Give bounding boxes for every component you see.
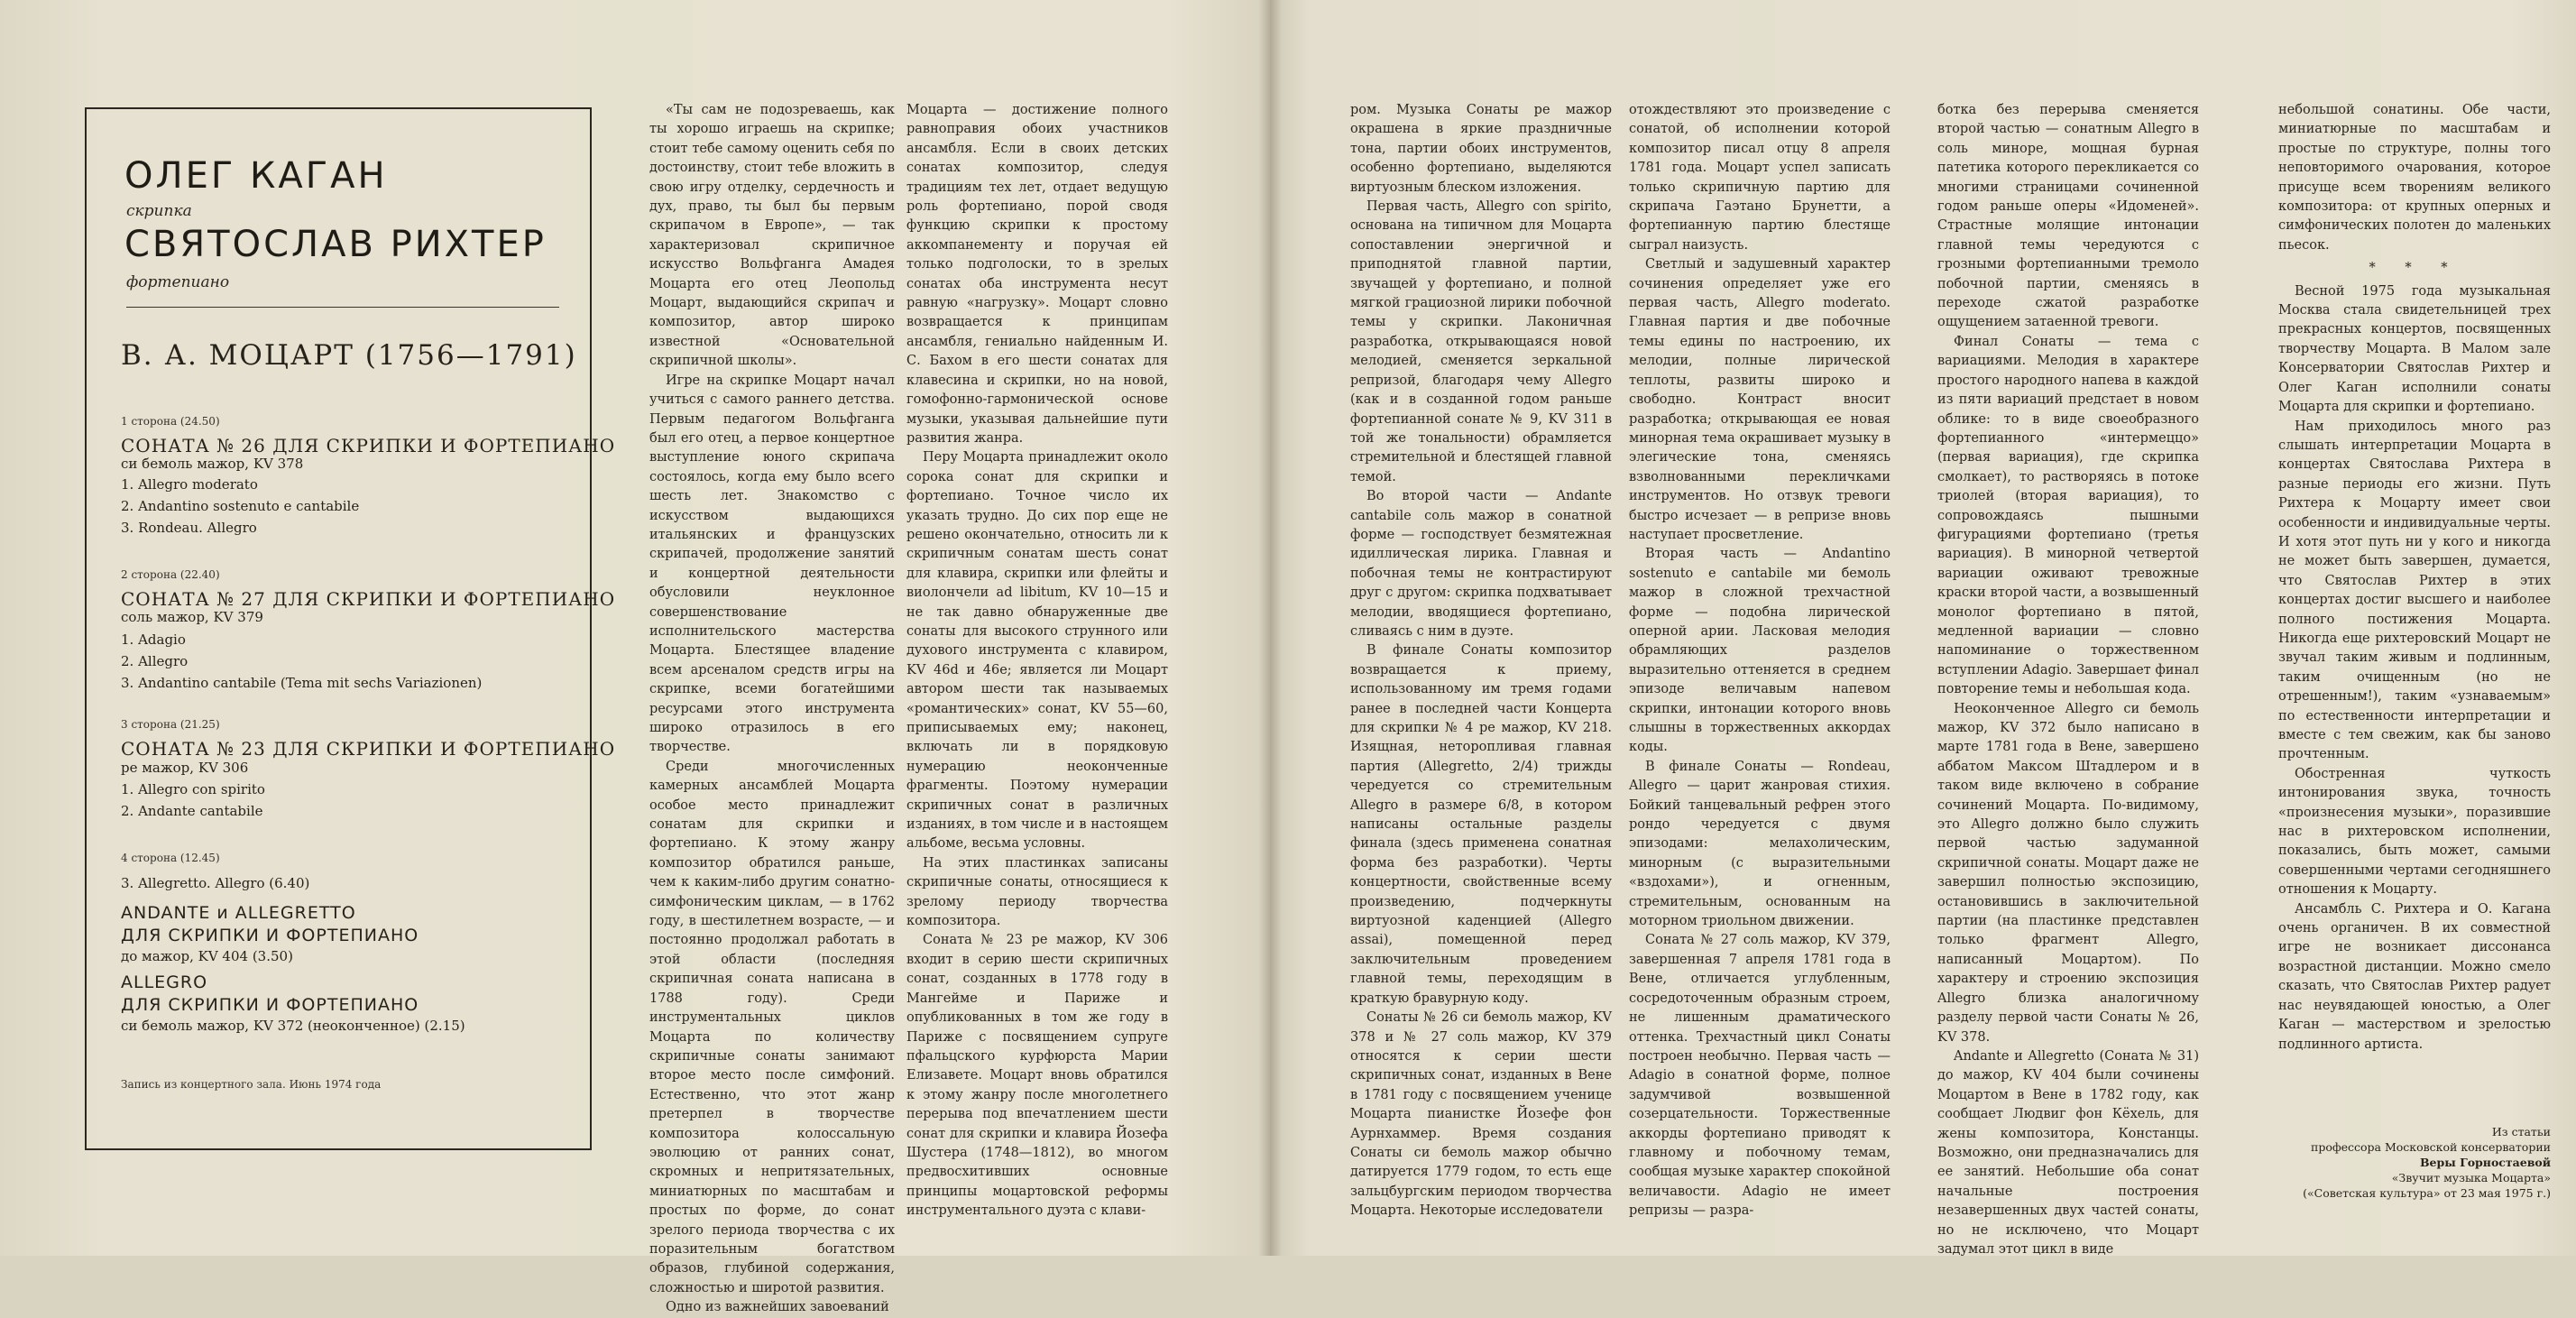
paragraph: Перу Моцарта принадлежит около сорока сонат для скрипки и фортепиано. Точное число их указать трудно. До сих пор еще не решено окончательно, относить ли к скрипичным сонатам шесть сонат для клавира, скрипки или флейты и виолончели ad libitum, KV 10—15 и не так давно обнаруженные две сонаты для высокого струнного или духового инструмента с клавиром, KV 46d и 46e; является ли Моцарт автором шести так называемых «романтических» сонат, KV 55—60, приписываемых ему; наконец, включать ли в порядковую нумерацию неоконченные фрагменты. Поэтому нумерации скрипичных сонат в различных изданиях, в том числе и в настоящем альбоме, весьма условны.: [906, 450, 1168, 852]
paragraph: В финале Сонаты композитор возвращается к приему, использованному им тремя годами ранее в последней части Концерта для скрипки № 4 ре мажор, KV 218. Изящная, неторопливая главная партия (Allegretto, 2/4) трижды чередуется со стремительным Allegro в размере 6/8, в котором написаны остальные разделы финала (здесь применена сонатная форма без разработки). Черты концертности, свойственные всему произведению, подчеркнуты виртуозной каденцией (Allegro assai), помещенной перед заключительным проведением главной темы, переходящим в краткую бравурную коду.: [1350, 643, 1612, 1006]
paragraph: Andante и Allegretto (Соната № 31) до мажор, KV 404 были сочинены Моцартом в Вене в 1782 году, как сообщает Людвиг фон Кёхель, для жены композитора, Констанцы. Возможно, они предназначались для ее занятий. Небольшие оба сонат начальные построения незавершенных двух частей сонаты, но не исключено, что Моцарт задумал этот цикл в виде: [1937, 1048, 2199, 1257]
work-title: ДЛЯ СКРИПКИ И ФОРТЕПИАНО: [121, 995, 419, 1015]
movement: 1. Allegro moderato: [121, 476, 258, 493]
paragraph: «Ты сам не подозреваешь, как ты хорошо играешь на скрипке; стоит тебе самому оценить себя по достоинству, стоит тебе вложить в свою игру отделку, сердечность и дух, право, ты был бы первым скрипачом в Европе», — так характеризовал скрипичное искусство Вольфганга Амадея Моцарта его отец Леопольд Моцарт, выдающийся скрипач и композитор, автор широко известной «Основательной скрипичной школы».: [649, 103, 895, 369]
side-label: 4 сторона (12.45): [121, 852, 220, 864]
work-key: до мажор, KV 404 (3.50): [121, 948, 293, 964]
paragraph: Во второй части — Andante cantabile соль мажор в сонатной форме — господствует безмятежная идиллическая лирика. Главная и побочная темы не контрастируют друг с другом: скрипка подхватывает мелодии, вводящиеся фортепиано, сливаясь с ним в дуэте.: [1350, 489, 1612, 639]
text-column-6: [2278, 101, 2551, 1111]
text-column-1: [649, 101, 895, 1315]
work-key: си бемоль мажор, KV 378: [121, 456, 304, 472]
divider: [126, 307, 559, 308]
composer-title: В. А. МОЦАРТ (1756—1791): [121, 339, 577, 372]
citation-line: Из статьи: [2491, 1125, 2551, 1138]
movement: 1. Adagio: [121, 631, 186, 648]
work-title: СОНАТА № 23 ДЛЯ СКРИПКИ И ФОРТЕПИАНО: [121, 738, 616, 760]
text-column-2: [906, 101, 1168, 1219]
text-column-5: [1937, 101, 2199, 1257]
paragraph: Обостренная чуткость интонирования звука, точность «произнесения музыки», поразившие нас в рихтеровском исполнении, показались, быть может, самыми совершенными чертами сегодняшнего отношения к Моцарту.: [2278, 766, 2551, 898]
performer-instrument-1: скрипка: [126, 202, 192, 220]
paragraph: Одно из важнейших завоеваний: [666, 1300, 889, 1315]
paragraph: В финале Сонаты — Rondeau, Allegro — царит жанровая стихия. Бойкий танцевальный рефрен этого рондо чередуется с двумя эпизодами: мелахолическим, минорным (с выразительными «вздохами»), и огненным, стремительным, основанным на моторном триольном движении.: [1629, 759, 1891, 929]
paragraph: Вторая часть — Andantino sostenuto e cantabile ми бемоль мажор в сложной трехчастной форме — подобна лирической оперной арии. Ласковая мелодия обрамляющих разделов выразительно оттеняется в среднем эпизоде величавым напевом скрипки, интонации которого вновь слышны в торжественных аккордах коды.: [1629, 547, 1891, 755]
page-fold: [1258, 0, 1282, 1256]
citation-author: Веры Горностаевой: [2419, 1156, 2551, 1169]
text-column-4: [1629, 101, 1891, 1219]
paragraph: Соната № 27 соль мажор, KV 379, завершенная 7 апреля 1781 года в Вене, отличается углубленным, сосредоточенным образным строем, не лишенным драматического оттенка. Трехчастный цикл Сонаты построен необычно. Первая часть — Adagio в сонатной форме, полное задумчивой возвышенной созерцательности. Торжественные аккорды фортепиано приводят к главному и побочному темам, сообщая музыке характер спокойной величавости. Adagio не имеет репризы — разра-: [1629, 933, 1891, 1219]
work-title: СОНАТА № 27 ДЛЯ СКРИПКИ И ФОРТЕПИАНО: [121, 588, 616, 610]
paragraph: ром. Музыка Сонаты ре мажор окрашена в яркие праздничные тона, партии обоих инструментов, особенно фортепиано, выделяются виртуозным блеском изложения.: [1350, 103, 1612, 195]
work-title: ДЛЯ СКРИПКИ И ФОРТЕПИАНО: [121, 926, 419, 945]
paragraph: Моцарта — достижение полного равноправия обоих участников ансамбля. Если в своих детских сонатах композитор, следуя традициям тех лет, отдает ведущую роль фортепиано, порой сводя функцию скрипки к простому аккомпанементу и поручая ей только подголоски, то в зрелых сонатах оба инструмента несут равную «нагрузку». Моцарт словно возвращается к принципам ансамбля, гениально найденным И. С. Бахом в его шести сонатах для клавесина и скрипки, но на новой, гомофонно-гармонической основе музыки, указывая дальнейшие пути развития жанра.: [906, 103, 1168, 446]
movement: 3. Rondeau. Allegro: [121, 520, 257, 536]
paragraph: Среди многочисленных камерных ансамблей Моцарта особое место принадлежит сонатам для скрипки и фортепиано. К этому жанру композитор обратился раньше, чем к каким-либо другим сонатно-симфоническим циклам, — в 1762 году, в шестилетнем возрасте, — и постоянно продолжал работать в этой области (последняя скрипичная соната написана в 1788 году). Среди инструментальных циклов Моцарта по количеству скрипичные сонаты занимают второе место после симфоний. Естественно, что этот жанр претерпел в творчестве композитора колоссальную эволюцию от ранних сонат, скромных и непритязательных, миниатюрных по масштабам и простых по форме, до сонат зрелого периода творчества с их поразительным богатством образов, глубиной содержания, сложностью и широтой развития.: [649, 759, 895, 1295]
paragraph: Ансамбль С. Рихтера и О. Кагана очень органичен. В их совместной игре не возникает диссонанса возрастной дистанции. Можно смело сказать, что Святослав Рихтер радует нас неувядающей юностью, а Олег Каган — мастерством и зрелостью подлинного артиста.: [2278, 901, 2551, 1052]
paragraph: Финал Сонаты — тема с вариациями. Мелодия в характере простого народного напева в каждой из пяти вариаций предстает в новом облике: то в виде своеобразного фортепианного «интермеццо» (первая вариация), где скрипка смолкает), то растворяясь в потоке триолей (вторая вариация), то сопровождаясь пышными фигурациями фортепиано (третья вариация). В минорной четвертой вариации оживают тревожные краски второй части, а возвышенный монолог фортепиано в пятой, медленной вариации — словно напоминание о торжественном вступлении Adagio. Завершает финал повторение темы и небольшая кода.: [1937, 334, 2199, 697]
movement: 1. Allegro con spirito: [121, 781, 265, 797]
citation-line: («Советская культура» от 23 мая 1975 г.): [2303, 1186, 2551, 1200]
paragraph: Первая часть, Allegro con spirito, основана на типичном для Моцарта сопоставлении энергичной и приподнятой главной партии, звучащей у фортепиано, и полной мягкой грациозной лирики побочной темы у скрипки. Лаконичная разработка, открывающаяся новой мелодией, сменяется зеркальной репризой, благодаря чему Allegro (как и в созданной годом раньше фортепианной сонате № 9, KV 311 в той же тональности) обрамляется стремительной и блестящей главной темой.: [1350, 199, 1612, 484]
paragraph: Неоконченное Allegro си бемоль мажор, KV 372 было написано в марте 1781 года в Вене, завершено аббатом Максом Штадлером и в таком виде включено в собрание сочинений Моцарта. По-видимому, это Allegro должно было служить первой частью задуманной скрипичной сонаты. Моцарт даже не завершил полностью экспозицию, остановившись в заключительной партии (на пластинке представлен только фрагмент Allegro, написанный Моцартом). По характеру и строению экспозиция Allegro близка аналогичному разделу первой части Сонаты № 26, KV 378.: [1937, 701, 2199, 1045]
work-key: соль мажор, KV 379: [121, 609, 263, 625]
side-label: 2 сторона (22.40): [121, 568, 220, 581]
movement: 2. Allegro: [121, 653, 189, 669]
movement: 2. Andantino sostenuto e cantabile: [121, 498, 360, 514]
text-column-3: [1350, 101, 1612, 1219]
paragraph: Нам приходилось много раз слышать интерпретации Моцарта в концертах Святослава Рихтера в разные периоды его жизни. Путь Рихтера к Моцарту имеет свои особенности и индивидуальные черты. И хотя этот путь ни у кого и никогда не может быть завершен, думается, что Святослав Рихтер в этих концертах достиг высшего и наиболее полного постижения Моцарта. Никогда еще рихтеровский Моцарт не звучал таким живым и подлинным, таким очищенным (но не отрешенным!), таким «узнаваемым» по естественности интерпретации и вместе с тем свежим, как бы заново прочтенным.: [2278, 419, 2551, 762]
side-label: 3 сторона (21.25): [121, 718, 220, 731]
paragraph: небольшой сонатины. Обе части, миниатюрные по масштабам и простые по структуре, полны того неповторимого очарования, которое присуще всем творениям великого композитора: от крупных оперных и симфонических полотен до маленьких пьесок.: [2278, 103, 2551, 253]
paragraph: На этих пластинках записаны скрипичные сонаты, относящиеся к зрелому периоду творчества композитора.: [906, 855, 1168, 929]
performer-name-2: СВЯТОСЛАВ РИХТЕР: [124, 224, 547, 265]
paragraph: Соната № 23 ре мажор, KV 306 входит в серию шести скрипичных сонат, созданных в 1778 году в Мангейме и Париже и опубликованных в том же году в Париже с посвящением супруге пфальцского курфюрста Марии Елизавете. Моцарт вновь обратился к этому жанру после многолетнего перерыва под впечатлением шести сонат для скрипки и клавира Йозефа Шустера (1748—1812), во многом предвосхитивших основные принципы моцартовской реформы инструментального дуэта с клави-: [906, 933, 1168, 1219]
paragraph: отождествляют это произведение с сонатой, об исполнении которой композитор писал отцу 8 апреля 1781 года. Моцарт успел записать только скрипичную партию для скрипача Гаэтано Брунетти, а фортепианную партию блестяще сыграл наизусть.: [1629, 103, 1891, 253]
side-label: 1 сторона (24.50): [121, 415, 220, 428]
paragraph: Светлый и задушевный характер сочинения определяет уже его первая часть, Allegro moderato. Главная партия и две побочные темы едины по настроению, их мелодии, полные лирической теплоты, развиты широко и свободно. Контраст вносит разработка; открывающая ее новая минорная тема окрашивает музыку в элегические тона, сменяясь взволнованными перекличками инструментов. Но отзвук тревоги быстро исчезает — в репризе вновь наступает просветление.: [1629, 257, 1891, 542]
movement: 3. Andantino cantabile (Tema mit sechs Variazionen): [121, 675, 483, 691]
paragraph: ботка без перерыва сменяется второй частью — сонатным Allegro в соль миноре, мощная бурная патетика которого перекликается со многими страницами сочиненной годом раньше оперы «Идоменей». Страстные молящие интонации главной темы чередуются с грозными фортепианными тремоло побочной партии, сменяясь в переходе сжатой разработке ощущением затаенной тревоги.: [1937, 103, 2199, 330]
section-separator: * * *: [2369, 261, 2461, 276]
paragraph: Весной 1975 года музыкальная Москва стала свидетельницей трех прекрасных концертов, посвященных творчеству Моцарта. В Малом зале Консерватории Святослав Рихтер и Олег Каган исполнили сонаты Моцарта для скрипки и фортепиано.: [2278, 283, 2551, 415]
citation-line: профессора Московской консерватории: [2310, 1140, 2551, 1154]
paragraph: Игре на скрипке Моцарт начал учиться с самого раннего детства. Первым педагогом Вольфганга был его отец, а первое концертное выступление юного скрипача состоялось, когда ему было всего шесть лет. Знакомство с искусством выдающихся итальянских и французских скрипачей, продолжение занятий и концертной деятельности обусловили неуклонное совершенствование исполнительского мастерства Моцарта. Блестящее владение всем арсеналом средств игры на скрипке, всеми богатейшими ресурсами этого инструмента широко отразилось в его творчестве.: [649, 373, 895, 755]
work-key: ре мажор, KV 306: [121, 760, 249, 776]
recording-note: Запись из концертного зала. Июнь 1974 года: [121, 1078, 382, 1091]
movement: 3. Allegretto. Allegro (6.40): [121, 875, 310, 891]
work-title: СОНАТА № 26 ДЛЯ СКРИПКИ И ФОРТЕПИАНО: [121, 435, 616, 456]
work-key: си бемоль мажор, KV 372 (неоконченное) (2.15): [121, 1018, 465, 1034]
performer-name-1: ОЛЕГ КАГАН: [124, 155, 388, 197]
work-title: ANDANTE и ALLEGRETTO: [121, 903, 356, 923]
work-title: ALLEGRO: [121, 972, 208, 992]
paragraph: Сонаты № 26 си бемоль мажор, KV 378 и № 27 соль мажор, KV 379 относятся к серии шести скрипичных сонат, изданных в Вене в 1781 году с посвящением ученице Моцарта пианистке Йозефе фон Аурнхаммер. Время создания Сонаты си бемоль мажор обычно датируется 1779 годом, то есть еще зальцбургским периодом творчества Моцарта. Некоторые исследователи: [1350, 1010, 1612, 1219]
movement: 2. Andante cantabile: [121, 803, 263, 819]
citation: [2278, 1124, 2551, 1201]
citation-line: «Звучит музыка Моцарта»: [2391, 1171, 2551, 1184]
performer-instrument-2: фортепиано: [126, 273, 230, 291]
